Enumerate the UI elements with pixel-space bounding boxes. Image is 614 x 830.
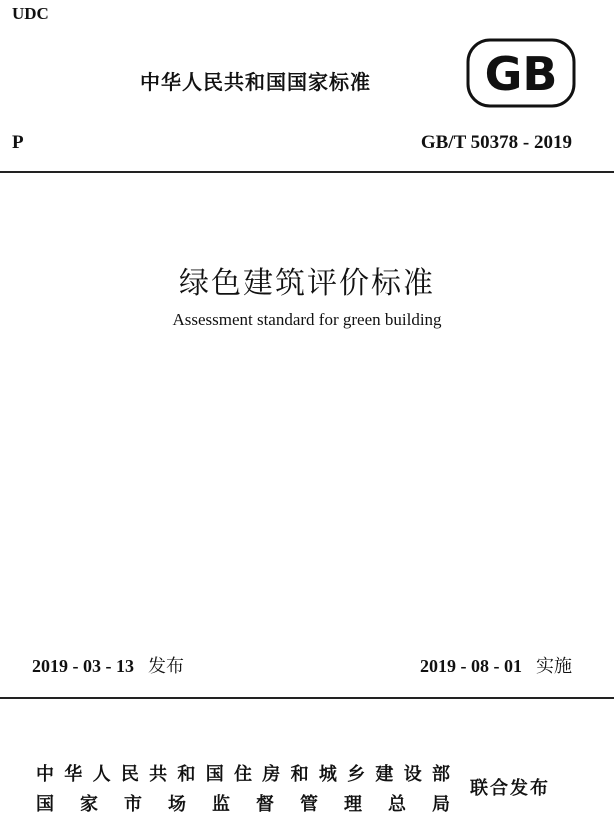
classification-code: P (12, 132, 24, 153)
title-chinese: 绿色建筑评价标准 (179, 266, 435, 301)
implement-date-block (420, 652, 572, 678)
top-divider (0, 171, 614, 173)
bottom-divider (0, 697, 614, 699)
title-english: Assessment standard for green building (172, 310, 442, 329)
issue-label: 发布 (148, 656, 184, 677)
issue-date-block (32, 652, 184, 678)
joint-publish-label: 联合发布 (470, 778, 550, 799)
gb-logo-icon (466, 38, 576, 108)
publisher-line-2: 国家市场监督管理总局 (36, 794, 450, 815)
udc-label: UDC (12, 4, 49, 23)
publisher-line-1: 中华人民共和国住房和城乡建设部 (36, 764, 450, 785)
implement-date: 2019 - 08 - 01 (420, 656, 522, 676)
issue-date: 2019 - 03 - 13 (32, 656, 134, 676)
national-standard-heading: 中华人民共和国国家标准 (140, 70, 371, 94)
svg-text:GB: GB (484, 47, 558, 101)
standard-number: GB/T 50378 - 2019 (420, 132, 572, 153)
implement-label: 实施 (536, 656, 572, 677)
